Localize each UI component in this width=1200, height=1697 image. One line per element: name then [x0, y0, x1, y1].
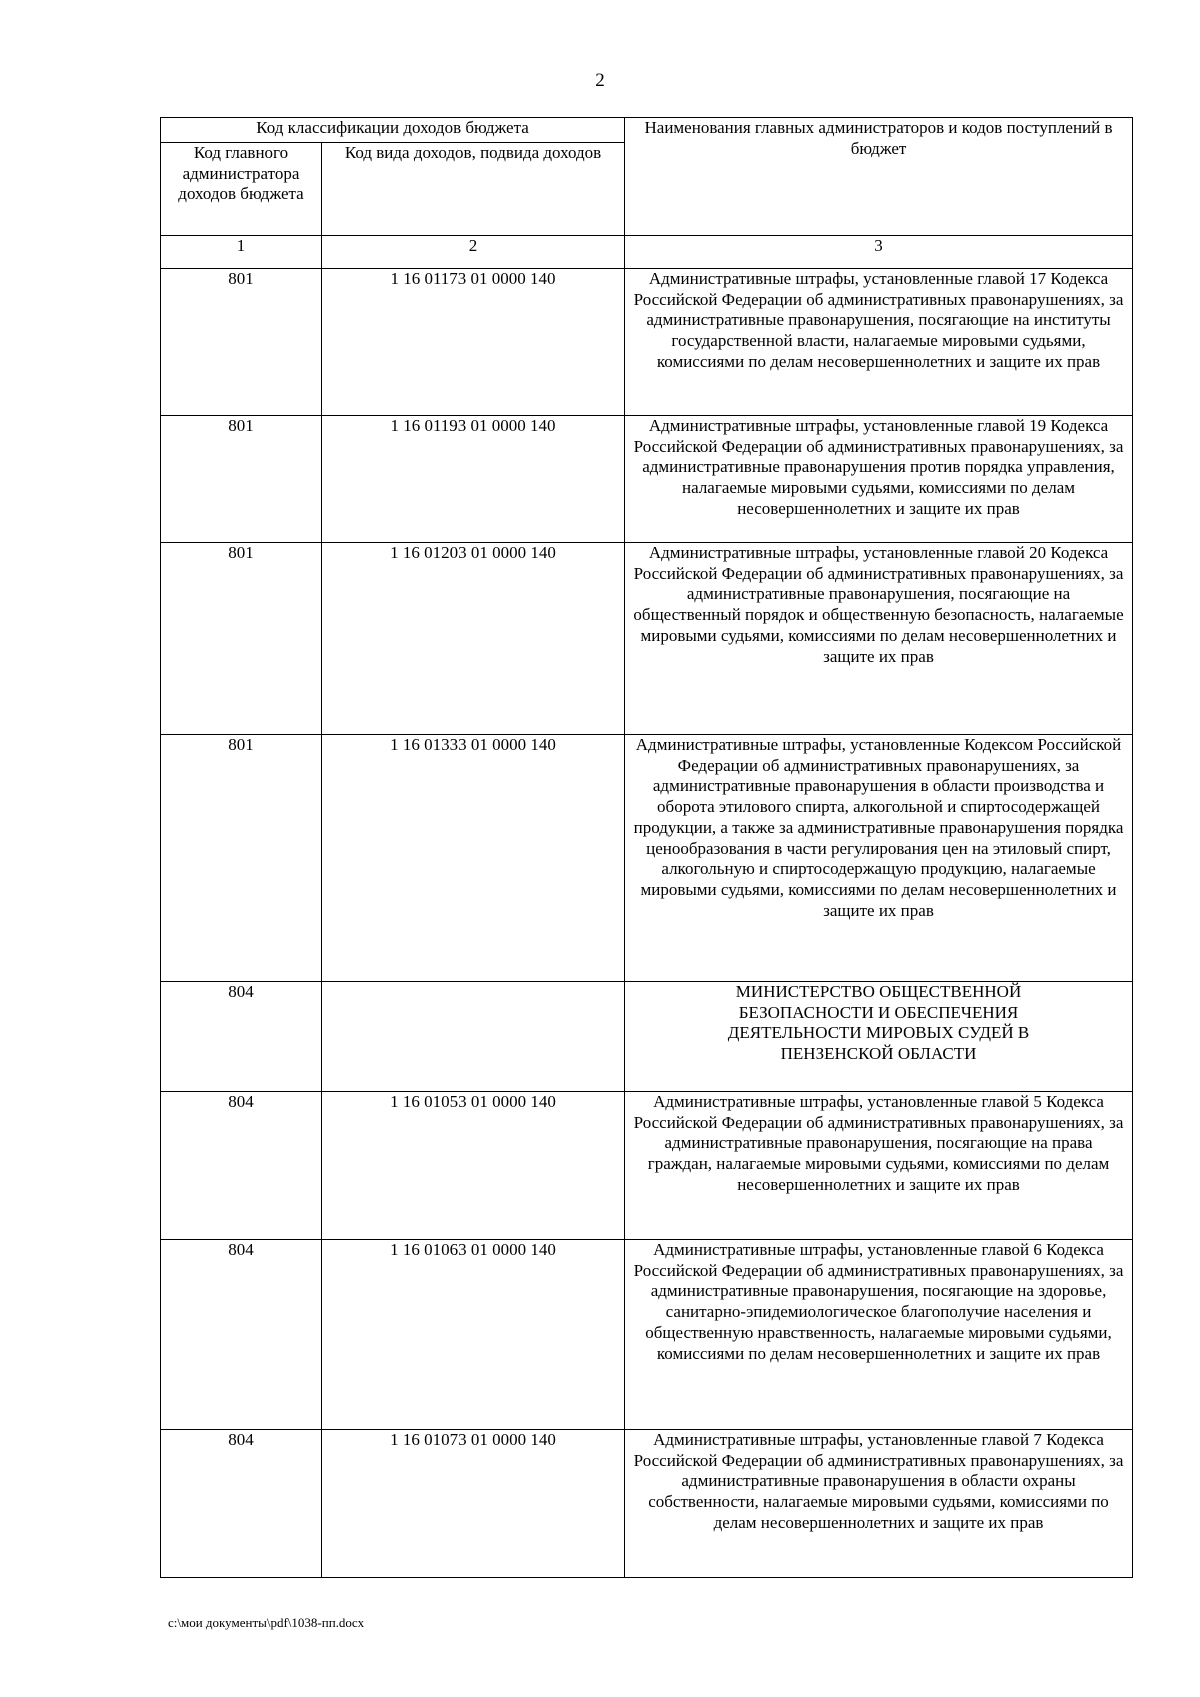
admin-code-cell: 804: [161, 1240, 322, 1430]
header-main-administrator-code: Код главного администратора доходов бюджета: [161, 143, 322, 236]
table-row: [161, 543, 1133, 735]
column-number: 3: [625, 236, 1133, 269]
income-name-cell: Административные штрафы, установленные главой 20 Кодекса Российской Федерации об административных правонарушениях, за административные правонарушения, посягающие на общественный порядок и общественную безопасность, налагаемые мировыми судьями, комиссиями по делам несовершеннолетних и защите их прав: [625, 543, 1133, 735]
income-code-cell: 1 16 01053 01 0000 140: [322, 1092, 625, 1240]
column-number-row: [161, 236, 1133, 269]
header-income-classification-code: Код классификации доходов бюджета: [161, 118, 625, 143]
income-name-cell: Административные штрафы, установленные главой 7 Кодекса Российской Федерации об административных правонарушениях, за административные правонарушения в области охраны собственности, налагаемые мировыми судьями, комиссиями по делам несовершеннолетних и защите их прав: [625, 1430, 1133, 1578]
table-row: [161, 1092, 1133, 1240]
table-row: [161, 982, 1133, 1092]
income-code-cell: 1 16 01193 01 0000 140: [322, 416, 625, 543]
admin-code-cell: 804: [161, 1092, 322, 1240]
column-number: 2: [322, 236, 625, 269]
table-row: [161, 735, 1133, 982]
admin-code-cell: 804: [161, 1430, 322, 1578]
admin-code-cell: 804: [161, 982, 322, 1092]
header-row-group: [161, 118, 1133, 143]
table-row: [161, 1430, 1133, 1578]
table-row: [161, 1240, 1133, 1430]
income-code-cell: 1 16 01203 01 0000 140: [322, 543, 625, 735]
table-row: [161, 269, 1133, 416]
admin-code-cell: 801: [161, 543, 322, 735]
income-code-cell: 1 16 01333 01 0000 140: [322, 735, 625, 982]
page-number: 2: [595, 70, 605, 91]
income-name-cell: Административные штрафы, установленные главой 19 Кодекса Российской Федерации об административных правонарушениях, за административные правонарушения против порядка управления, налагаемые мировыми судьями, комиссиями по делам несовершеннолетних и защите их прав: [625, 416, 1133, 543]
admin-code-cell: 801: [161, 269, 322, 416]
income-name-cell: Административные штрафы, установленные Кодексом Российской Федерации об административных правонарушениях, за административные правонарушения в области производства и оборота этилового спирта, алкогольной и спиртосодержащей продукции, а также за административные правонарушения порядка ценообразования в части регулирования цен на этиловый спирт, алкогольную и спиртосодержащую продукцию, налагаемые мировыми судьями, комиссиями по делам несовершеннолетних и защите их прав: [625, 735, 1133, 982]
table-row: [161, 416, 1133, 543]
header-income-kind-code: Код вида доходов, подвида доходов: [322, 143, 625, 236]
admin-code-cell: 801: [161, 735, 322, 982]
ministry-name: МИНИСТЕРСТВО ОБЩЕСТВЕННОЙ БЕЗОПАСНОСТИ И ОБЕСПЕЧЕНИЯ ДЕЯТЕЛЬНОСТИ МИРОВЫХ СУДЕЙ В ПЕНЗЕНСКОЙ ОБЛАСТИ: [727, 982, 1030, 1064]
income-code-cell: 1 16 01063 01 0000 140: [322, 1240, 625, 1430]
income-name-cell: Административные штрафы, установленные главой 5 Кодекса Российской Федерации об административных правонарушениях, за административные правонарушения, посягающие на права граждан, налагаемые мировыми судьями, комиссиями по делам несовершеннолетних и защите их прав: [625, 1092, 1133, 1240]
budget-classification-table: [160, 117, 1133, 1578]
ministry-name-cell: [625, 982, 1133, 1092]
income-name-cell: Административные штрафы, установленные главой 6 Кодекса Российской Федерации об административных правонарушениях, за административные правонарушения, посягающие на здоровье, санитарно-эпидемиологическое благополучие населения и общественную нравственность, налагаемые мировыми судьями, комиссиями по делам несовершеннолетних и защите их прав: [625, 1240, 1133, 1430]
income-name-cell: Административные штрафы, установленные главой 17 Кодекса Российской Федерации об административных правонарушениях, за административные правонарушения, посягающие на институты государственной власти, налагаемые мировыми судьями, комиссиями по делам несовершеннолетних и защите их прав: [625, 269, 1133, 416]
income-code-cell: [322, 982, 625, 1092]
header-administrator-names: Наименования главных администраторов и кодов поступлений в бюджет: [625, 118, 1133, 236]
document-file-path: c:\мои документы\pdf\1038-пп.docx: [168, 1615, 365, 1630]
admin-code-cell: 801: [161, 416, 322, 543]
income-code-cell: 1 16 01173 01 0000 140: [322, 269, 625, 416]
income-code-cell: 1 16 01073 01 0000 140: [322, 1430, 625, 1578]
column-number: 1: [161, 236, 322, 269]
